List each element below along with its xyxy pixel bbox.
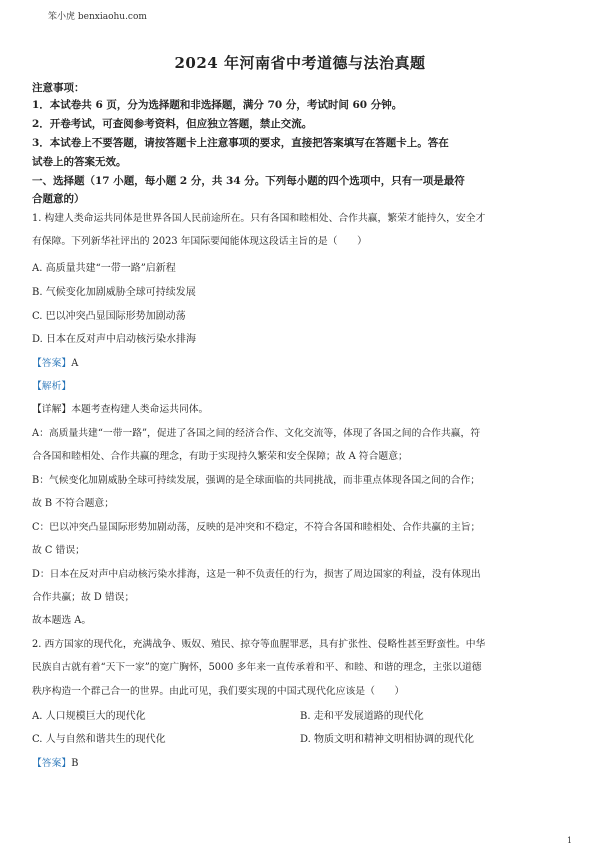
section-heading-cont: 合题意的） [32, 193, 85, 205]
q1-detail-b-cont: 故 B 不符合题意； [32, 498, 115, 509]
q1-option-b: B. 气候变化加剧威胁全球可持续发展 [32, 287, 196, 298]
site-header: 笨小虎 benxiaohu.com [48, 12, 147, 22]
answer-value: A [71, 358, 79, 369]
q1-option-a: A. 高质量共建“一带一路”启新程 [32, 263, 176, 274]
notice-item-2: 2．开卷考试，可查阅参考资料，但应独立答题，禁止交流。 [32, 118, 313, 130]
notice-item-3: 3．本试卷上不要答题，请按答题卡上注意事项的要求，直接把答案填写在答题卡上。答在 [32, 137, 449, 149]
detail-tag: 【详解】 [32, 404, 72, 415]
q1-detail-a: A：高质量共建“一带一路”，促进了各国之间的经济合作、文化交流等，体现了各国之间的合作共赢，符 [32, 428, 481, 439]
q1-stem: 1. 构建人类命运共同体是世界各国人民前途所在。只有各国和睦相处、合作共赢，繁荣才能持久，安全才 [32, 213, 486, 224]
q2-stem-cont: 民族自古就有着“天下一家”的宽广胸怀，5000 多年来一直传承着和平、和睦、和谐的理念，主张以道德 [32, 662, 482, 673]
q2-answer [32, 757, 577, 771]
q2-option-d: D. 物质文明和精神文明相协调的现代化 [300, 734, 475, 745]
q1-detail-intro [32, 403, 577, 417]
q2-option-a: A. 人口规模巨大的现代化 [32, 711, 146, 722]
q1-detail-d-cont: 合作共赢；故 D 错误； [32, 592, 135, 603]
section-heading: 一、选择题（17 小题，每小题 2 分，共 34 分。下列每小题的四个选项中，只有一项是最符 [32, 175, 465, 187]
notice-item-3-cont: 试卷上的答案无效。 [32, 156, 127, 168]
page-number: 1 [567, 836, 573, 845]
page-title: 2024 年河南省中考道德与法治真题 [174, 54, 426, 72]
q1-detail-b: B：气候变化加剧威胁全球可持续发展，强调的是全球面临的共同挑战，而非重点体现各国之间的合作； [32, 475, 481, 486]
q1-detail-c: C：巴以冲突凸显国际形势加剧动荡，反映的是冲突和不稳定，不符合各国和睦相处、合作共赢的主旨； [32, 522, 481, 533]
q1-stem-cont: 有保障。下列新华社评出的 2023 年国际要闻能体现这段话主旨的是（ ） [32, 236, 367, 247]
q1-detail-d: D：日本在反对声中启动核污染水排海，这是一种不负责任的行为，损害了周边国家的利益，没有体现出 [32, 569, 481, 580]
q1-conclusion: 故本题选 A。 [32, 615, 92, 626]
q2-option-c: C. 人与自然和谐共生的现代化 [32, 734, 166, 745]
q1-option-c: C. 巴以冲突凸显国际形势加剧动荡 [32, 311, 186, 322]
q2-stem-cont2: 秩序构造一个群己合一的世界。由此可见，我们要实现的中国式现代化应该是（ ） [32, 686, 405, 697]
answer-tag: 【答案】 [32, 358, 72, 369]
detail-text: 本题考查构建人类命运共同体。 [71, 404, 209, 415]
answer-tag: 【答案】 [32, 758, 72, 769]
notice-heading: 注意事项： [32, 82, 85, 94]
q2-option-b: B. 走和平发展道路的现代化 [300, 711, 424, 722]
q1-detail-c-cont: 故 C 错误； [32, 545, 85, 556]
q2-stem: 2. 西方国家的现代化，充满战争、贩奴、殖民、掠夺等血腥罪恶，具有扩张性、侵略性甚至野蛮性。中华 [32, 639, 486, 650]
q1-analysis-tag: 【解析】 [32, 381, 72, 392]
answer-value: B [71, 758, 79, 769]
notice-item-1: 1．本试卷共 6 页，分为选择题和非选择题，满分 70 分，考试时间 60 分钟。 [32, 99, 403, 111]
q1-detail-a-cont: 合各国和睦相处、合作共赢的理念，有助于实现持久繁荣和安全保障；故 A 符合题意； [32, 451, 408, 462]
q1-answer [32, 357, 577, 371]
q1-option-d: D. 日本在反对声中启动核污染水排海 [32, 334, 197, 345]
